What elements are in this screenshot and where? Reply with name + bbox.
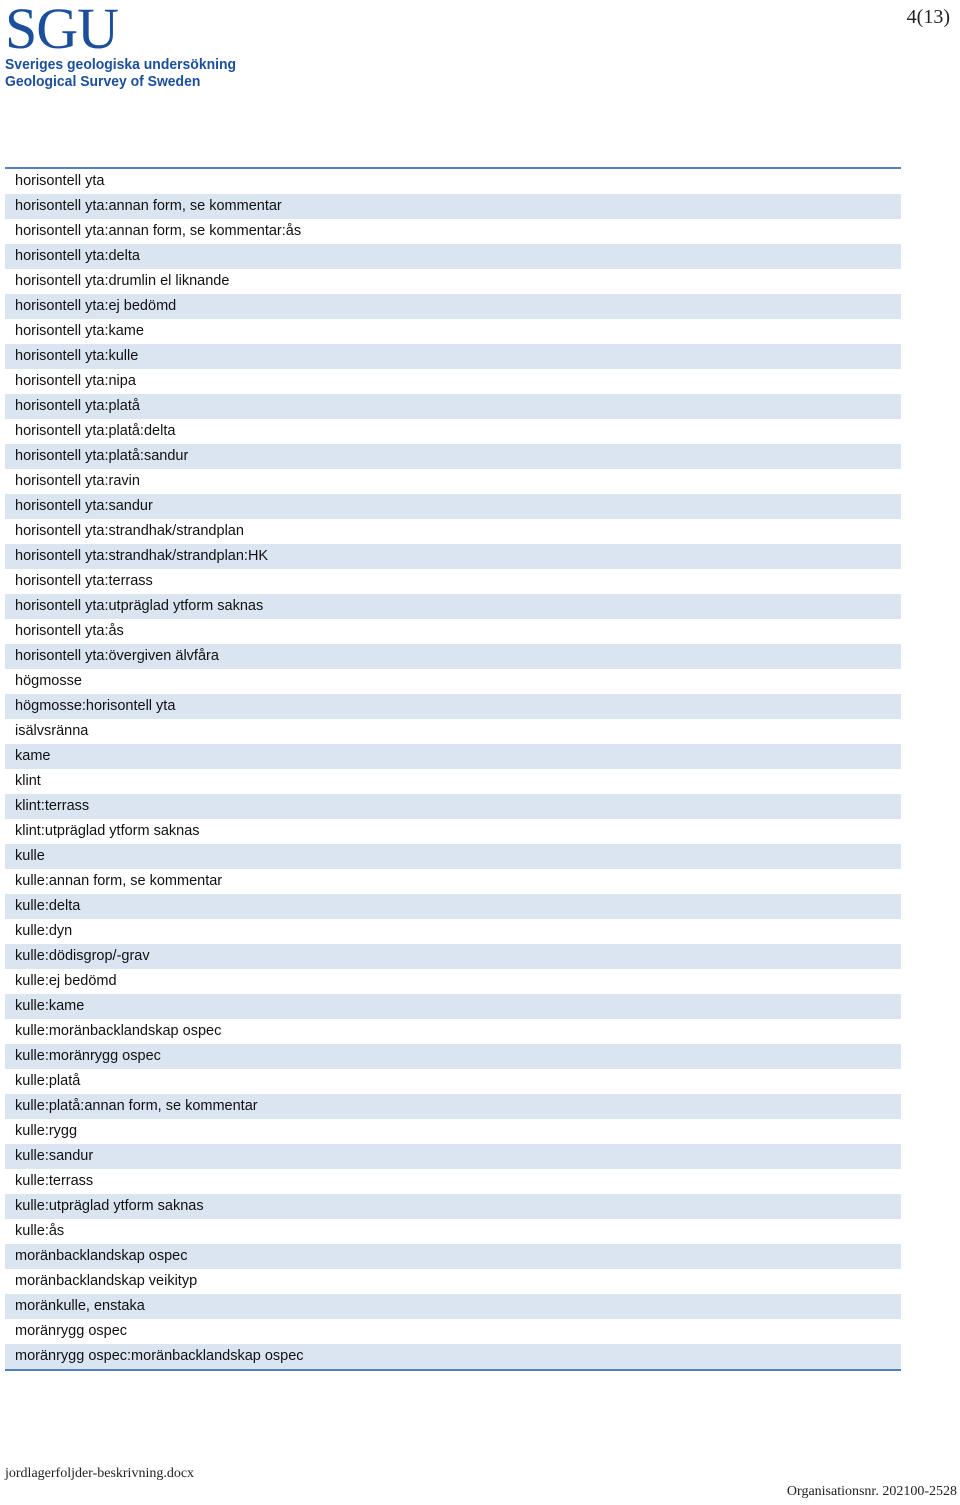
- table-row: kulle:utpräglad ytform saknas: [5, 1194, 901, 1219]
- table-row: kulle:ås: [5, 1219, 901, 1244]
- table-row: kulle:kame: [5, 994, 901, 1019]
- table-row: kame: [5, 744, 901, 769]
- table-row: horisontell yta:delta: [5, 244, 901, 269]
- table-row: moränbacklandskap ospec: [5, 1244, 901, 1269]
- table-row: kulle:terrass: [5, 1169, 901, 1194]
- table-row: horisontell yta:platå:delta: [5, 419, 901, 444]
- table-row: horisontell yta:sandur: [5, 494, 901, 519]
- sgu-logo: [5, 2, 253, 90]
- table-row: horisontell yta:kulle: [5, 344, 901, 369]
- table-row: kulle:annan form, se kommentar: [5, 869, 901, 894]
- table-row: klint:utpräglad ytform saknas: [5, 819, 901, 844]
- table-row: kulle:ej bedömd: [5, 969, 901, 994]
- table-row: kulle:dyn: [5, 919, 901, 944]
- table-row: horisontell yta:strandhak/strandplan:HK: [5, 544, 901, 569]
- table-row: moränkulle, enstaka: [5, 1294, 901, 1319]
- table-row: kulle:delta: [5, 894, 901, 919]
- table-row: horisontell yta: [5, 169, 901, 194]
- table-row: kulle:moränbacklandskap ospec: [5, 1019, 901, 1044]
- term-table: [5, 167, 901, 1371]
- table-row: kulle: [5, 844, 901, 869]
- footer-org-number: Organisationsnr. 202100-2528: [786, 1484, 957, 1499]
- table-row: högmosse:horisontell yta: [5, 694, 901, 719]
- table-row: horisontell yta:terrass: [5, 569, 901, 594]
- table-row: horisontell yta:strandhak/strandplan: [5, 519, 901, 544]
- table-row: isälvsränna: [5, 719, 901, 744]
- table-row: moränbacklandskap veikityp: [5, 1269, 901, 1294]
- table-row: horisontell yta:annan form, se kommentar: [5, 194, 901, 219]
- table-row: klint:terrass: [5, 794, 901, 819]
- table-row: horisontell yta:nipa: [5, 369, 901, 394]
- table-row: kulle:platå:annan form, se kommentar: [5, 1094, 901, 1119]
- table-row: kulle:sandur: [5, 1144, 901, 1169]
- logo-mark: SGU: [5, 0, 119, 61]
- table-row: horisontell yta:platå:sandur: [5, 444, 901, 469]
- table-row: horisontell yta:kame: [5, 319, 901, 344]
- table-row: moränrygg ospec: [5, 1319, 901, 1344]
- table-row: kulle:platå: [5, 1069, 901, 1094]
- table-row: horisontell yta:ås: [5, 619, 901, 644]
- table-row: kulle:dödisgrop/-grav: [5, 944, 901, 969]
- table-row: kulle:rygg: [5, 1119, 901, 1144]
- table-row: horisontell yta:drumlin el liknande: [5, 269, 901, 294]
- table-row: klint: [5, 769, 901, 794]
- table-row: högmosse: [5, 669, 901, 694]
- table-row: moränrygg ospec:moränbacklandskap ospec: [5, 1344, 901, 1369]
- table-row: kulle:moränrygg ospec: [5, 1044, 901, 1069]
- page-number: 4(13): [906, 6, 950, 28]
- table-row: horisontell yta:övergiven älvfåra: [5, 644, 901, 669]
- table-row: horisontell yta:ej bedömd: [5, 294, 901, 319]
- logo-line-swedish: Sveriges geologiska undersökning: [5, 56, 237, 73]
- logo-line-english: Geological Survey of Sweden: [5, 73, 201, 90]
- table-row: horisontell yta:platå: [5, 394, 901, 419]
- table-row: horisontell yta:annan form, se kommentar:ås: [5, 219, 901, 244]
- footer-filename: jordlagerfoljder-beskrivning.docx: [5, 1466, 195, 1481]
- table-row: horisontell yta:utpräglad ytform saknas: [5, 594, 901, 619]
- table-row: horisontell yta:ravin: [5, 469, 901, 494]
